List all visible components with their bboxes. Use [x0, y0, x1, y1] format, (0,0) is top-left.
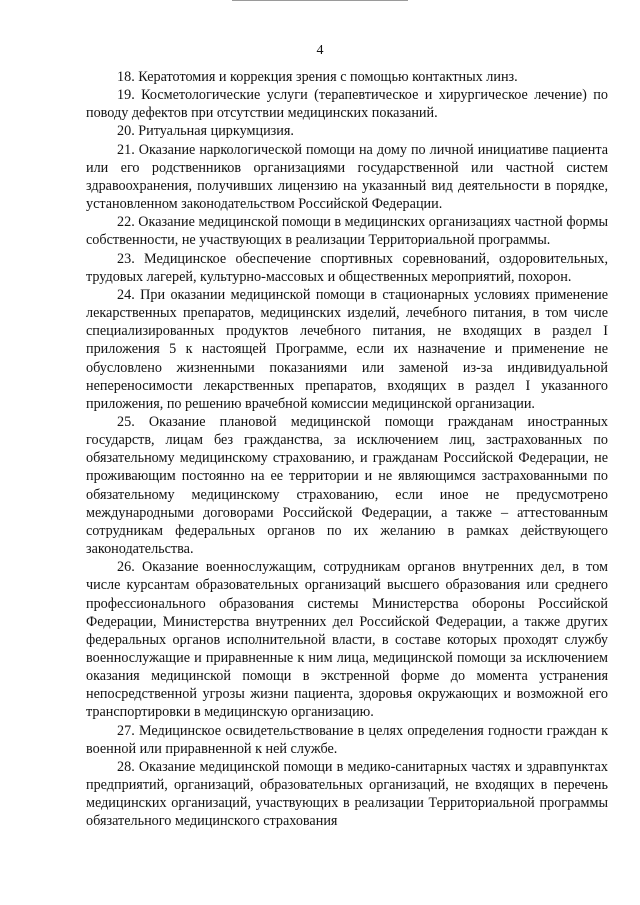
list-item-21: 21. Оказание наркологической помощи на дому по личной инициативе пациента или его родственников организациями государственной или частной систем здравоохранения, получивших лицензию на указанный вид деятельности в порядке, установленном законодательством Российской Федерации. — [86, 141, 608, 213]
list-item-26: 26. Оказание военнослужащим, сотрудникам органов внутренних дел, в том числе курсантам образовательных организаций высшего образования или среднего профессионального образования системы Министерства обороны Российской Федерации, Министерства внутренних дел Российской Федерации, а также других федеральных органов исполнительной власти, в составе которых проходят службу военнослужащие и приравненные к ним лица, медицинской помощи за исключением оказания медицинской помощи в экстренной форме до момента устранения непосредственной угрозы жизни пациента, здоровья окружающих и возможной его транспортировки в медицинскую организацию. — [86, 559, 608, 721]
list-item-25: 25. Оказание плановой медицинской помощи гражданам иностранных государств, лицам без гражданства, за исключением лиц, застрахованных по обязательному медицинскому страхованию, и гражданам Российской Федерации, не проживающим постоянно на ее территории и не являющимся застрахованными по обязательному медицинскому страхованию, если иное не предусмотрено международными договорами Российской Федерации, а также – аттестованным сотрудникам федеральных органов по их желанию в рамках действующего законодательства. — [86, 413, 608, 558]
list-item-27: 27. Медицинское освидетельствование в целях определения годности граждан к военной или приравненной к ней службе. — [86, 722, 608, 757]
list-item-18: 18. Кератотомия и коррекция зрения с помощью контактных линз. — [117, 69, 518, 85]
list-item-24: 24. При оказании медицинской помощи в стационарных условиях применение лекарственных препаратов, медицинских изделий, лечебного питания, в том числе специализированных продуктов лечебного питания, не входящих в раздел I приложения 5 к настоящей Программе, если их назначение и применение не обусловлено жизненными показаниями или заменой из-за индивидуальной непереносимости лекарственных препаратов, входящих в раздел I указанного приложения, по решению врачебной комиссии медицинской организации. — [86, 286, 608, 412]
list-item-22: 22. Оказание медицинской помощи в медицинских организациях частной формы собственности, не участвующих в реализации Территориальной программы. — [86, 214, 608, 249]
list-item-19: 19. Косметологические услуги (терапевтическое и хирургическое лечение) по поводу дефектов при отсутствии медицинских показаний. — [86, 87, 608, 122]
document-body — [86, 68, 608, 831]
list-item-23: 23. Медицинское обеспечение спортивных соревнований, оздоровительных, трудовых лагерей, культурно-массовых и общественных мероприятий, похорон. — [86, 250, 608, 285]
list-item-28: 28. Оказание медицинской помощи в медико-санитарных частях и здравпунктах предприятий, организаций, образовательных организаций, не входящих в перечень медицинских организаций, участвующих в реализации Территориальной программы обязательного медицинского страхования — [86, 758, 608, 830]
top-divider — [232, 0, 408, 1]
list-item-20: 20. Ритуальная циркумцизия. — [117, 123, 294, 140]
page-number: 4 — [316, 43, 324, 58]
